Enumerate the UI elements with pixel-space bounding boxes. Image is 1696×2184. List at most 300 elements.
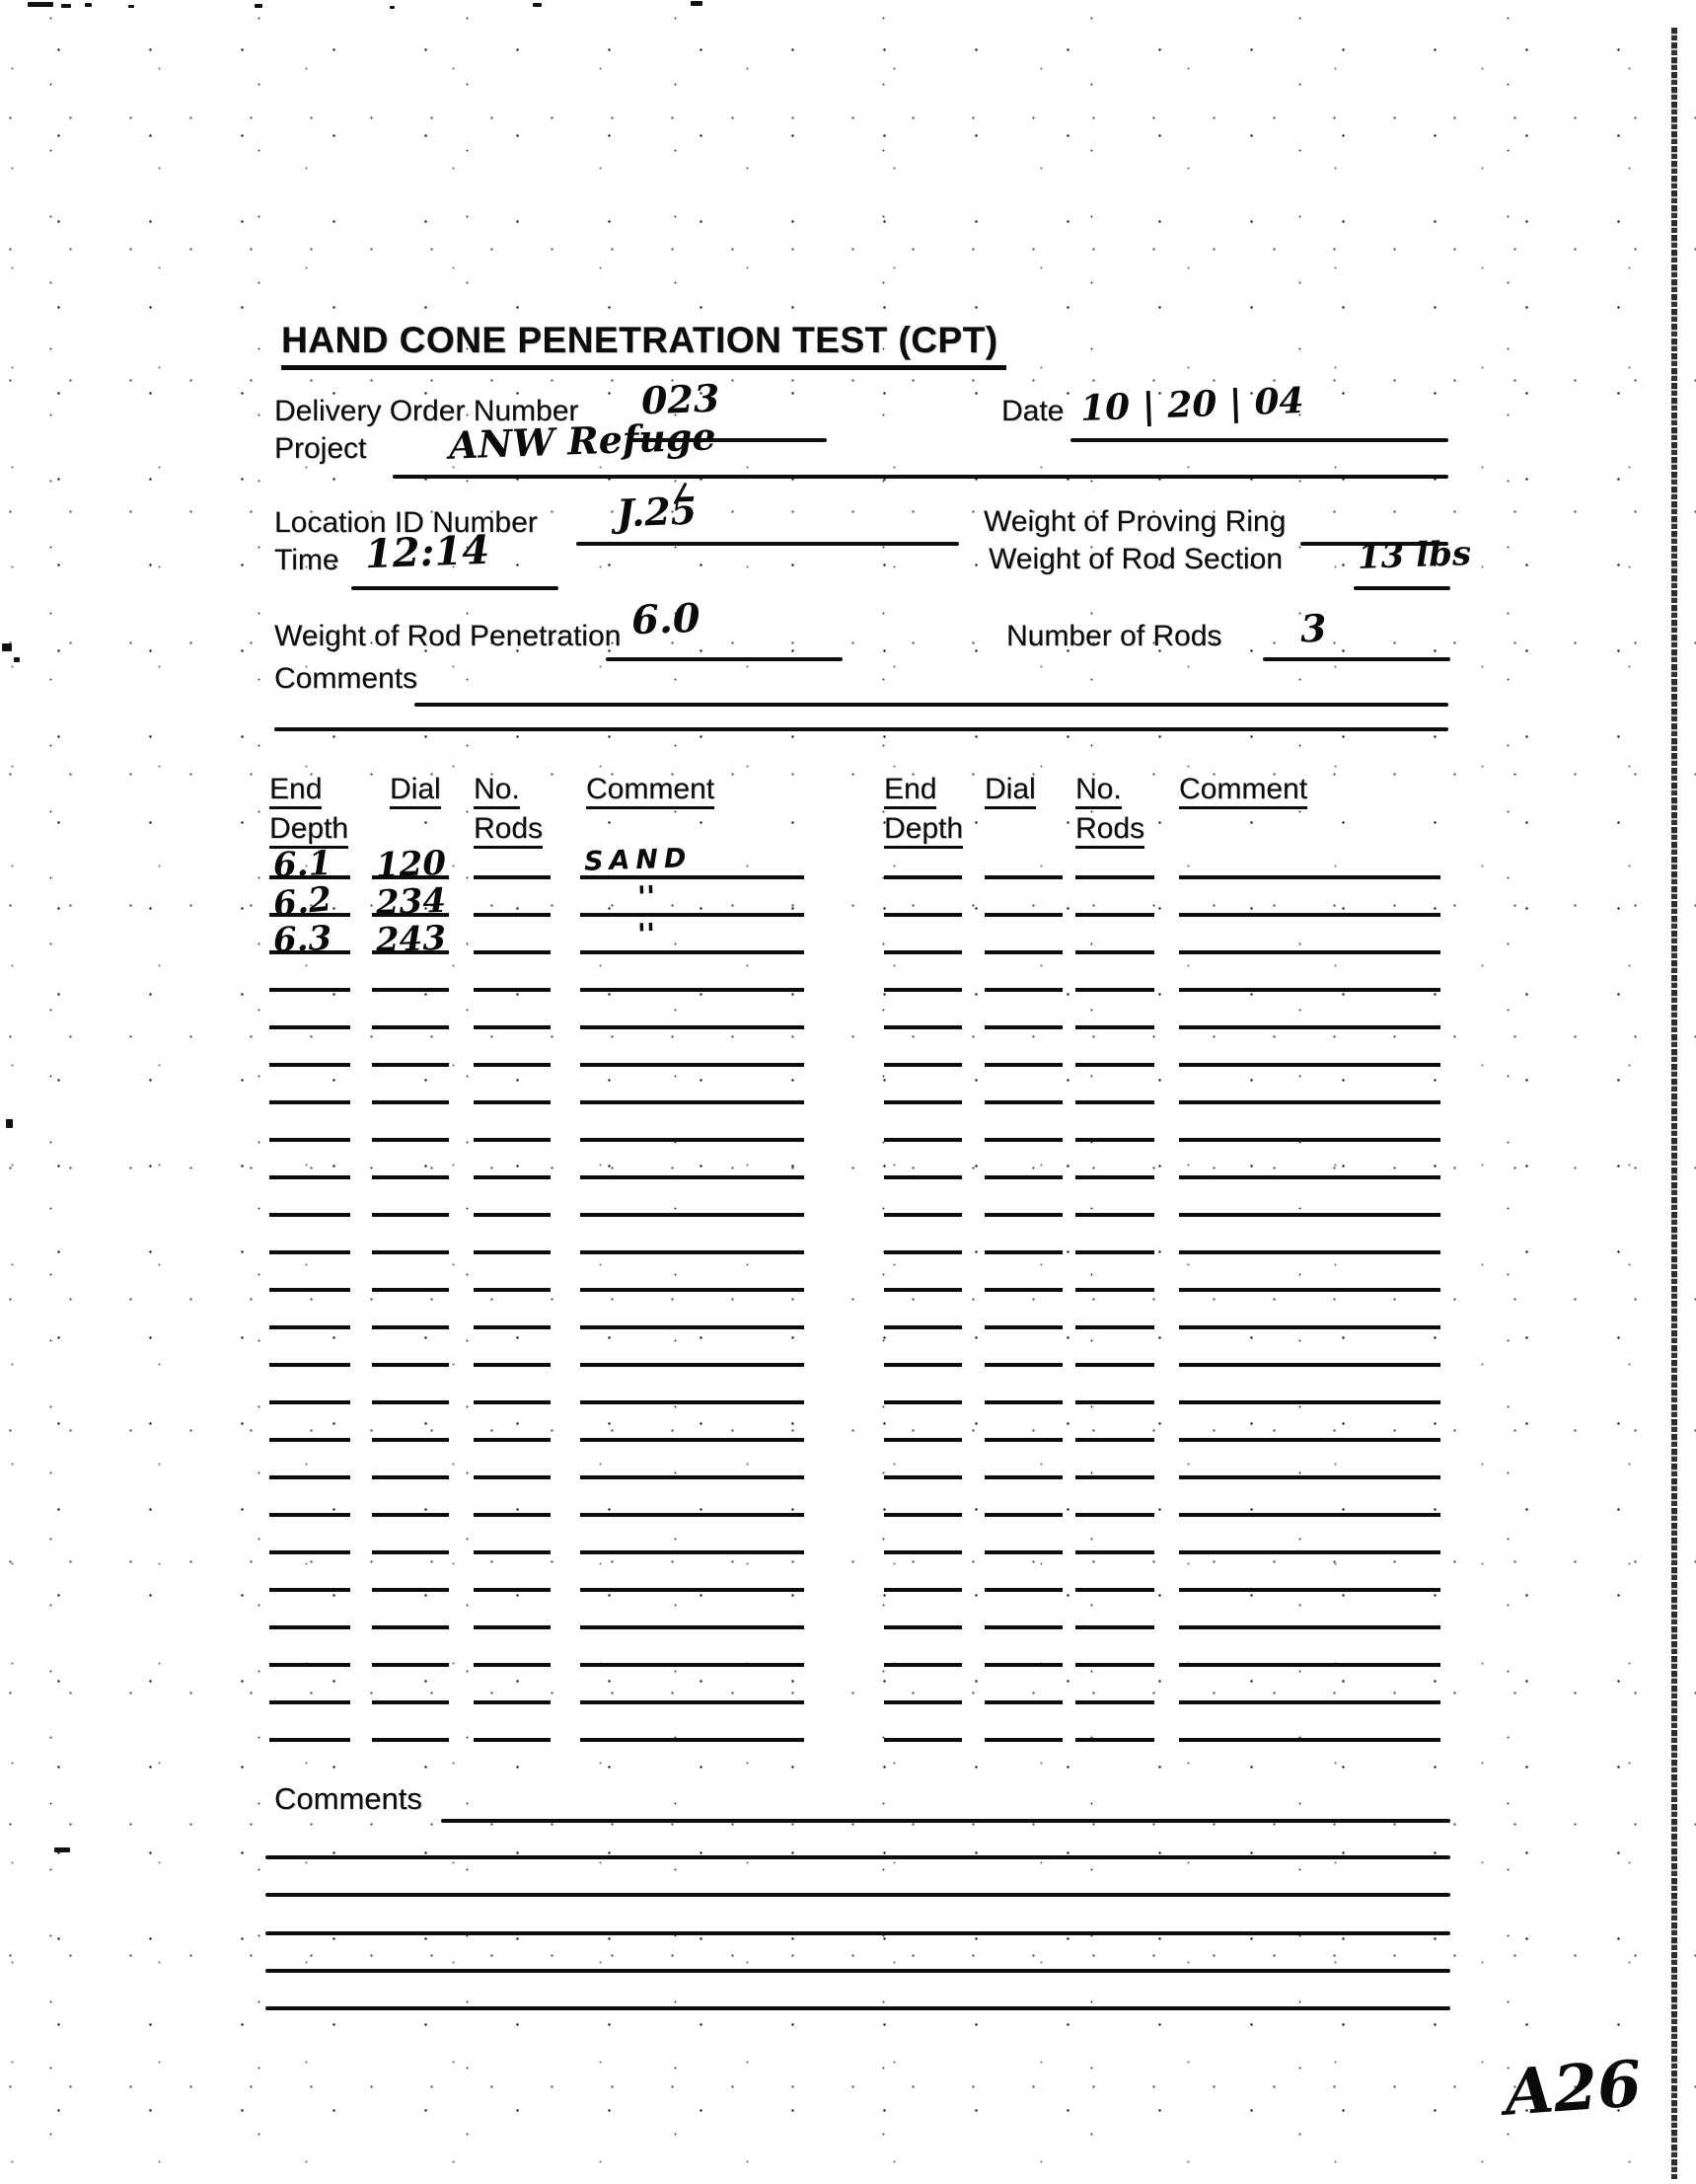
table-row [269, 842, 804, 886]
col-rods-header: Rods [1075, 812, 1144, 849]
end-depth-cell [269, 1217, 350, 1254]
scan-artifact [85, 3, 92, 7]
table-row [269, 917, 804, 961]
no-rods-cell [474, 1329, 551, 1367]
scan-artifact [61, 4, 71, 8]
location-id-line [576, 542, 959, 546]
dial-cell [372, 842, 449, 886]
table-row [884, 1404, 1440, 1442]
table-row [269, 1592, 804, 1629]
dial-cell [985, 1667, 1063, 1704]
table-row [269, 1142, 804, 1179]
end-depth-cell [269, 1592, 350, 1629]
table-row [269, 954, 804, 992]
comment-cell [580, 917, 804, 954]
comment-value: SAND [583, 843, 693, 877]
table-row [884, 1442, 1440, 1479]
comment-cell [580, 1367, 804, 1404]
dial-cell [985, 1442, 1063, 1479]
end-depth-cell [884, 1629, 962, 1667]
comment-cell [1179, 1329, 1440, 1367]
no-rods-cell [474, 1554, 551, 1592]
end-depth-value: 6.1 [272, 843, 332, 886]
comment-cell [580, 1442, 804, 1479]
table-row [884, 1142, 1440, 1179]
table-row [884, 1254, 1440, 1292]
table-row [884, 954, 1440, 992]
end-depth-value: 6.3 [272, 918, 332, 961]
end-depth-cell [884, 1067, 962, 1104]
comments-top-line-2 [274, 727, 1448, 731]
table-row [884, 842, 1440, 879]
number-of-rods-label: Number of Rods [1006, 620, 1222, 652]
comment-cell [580, 1217, 804, 1254]
scan-artifact [128, 5, 134, 8]
date-label: Date [1001, 395, 1065, 427]
table-row [269, 1179, 804, 1217]
no-rods-cell [474, 1704, 551, 1742]
table-row [884, 1292, 1440, 1329]
no-rods-cell [474, 1517, 551, 1554]
comment-cell [1179, 1292, 1440, 1329]
scan-artifact [2, 643, 12, 651]
scan-artifact [14, 657, 20, 662]
dial-cell [985, 1217, 1063, 1254]
table-row [884, 1104, 1440, 1142]
col-depth-header: Depth [269, 812, 348, 849]
project-label: Project [274, 432, 367, 465]
comments-bottom-label: Comments [274, 1781, 422, 1816]
dial-cell [372, 1217, 449, 1254]
table-row [269, 1067, 804, 1104]
no-rods-cell [474, 1292, 551, 1329]
table-row [884, 1329, 1440, 1367]
table-row [269, 1217, 804, 1254]
rod-section-value: 13 lbs [1357, 534, 1472, 577]
table-rows-left [269, 842, 804, 1742]
comment-cell [1179, 1629, 1440, 1667]
dial-cell [372, 1142, 449, 1179]
comment-cell [1179, 879, 1440, 917]
table-row [884, 1029, 1440, 1067]
delivery-order-value: 023 [640, 375, 721, 423]
scan-artifact [6, 1119, 13, 1128]
comments-top-line [414, 703, 1448, 707]
col-end-header: End [884, 773, 936, 809]
col-dial-header: Dial [390, 773, 441, 809]
table-row [269, 1517, 804, 1554]
rod-section-label: Weight of Rod Section [989, 543, 1283, 575]
end-depth-cell [884, 1442, 962, 1479]
dial-cell [985, 1104, 1063, 1142]
comments-bottom-line-5 [265, 1969, 1450, 1973]
table-row [884, 879, 1440, 917]
dial-cell [372, 1442, 449, 1479]
dial-cell [985, 1329, 1063, 1367]
dial-cell [985, 1067, 1063, 1104]
col-depth-header: Depth [884, 812, 963, 849]
no-rods-cell [1075, 1292, 1154, 1329]
end-depth-cell [269, 1067, 350, 1104]
project-value: ANW Refuge [448, 414, 717, 468]
dial-cell [372, 1629, 449, 1667]
end-depth-cell [269, 1554, 350, 1592]
comment-cell [580, 1479, 804, 1517]
comment-cell [1179, 1179, 1440, 1217]
dial-cell [985, 1554, 1063, 1592]
dial-cell [985, 1592, 1063, 1629]
no-rods-cell [474, 879, 551, 917]
no-rods-cell [1075, 1067, 1154, 1104]
time-label: Time [274, 544, 339, 576]
table-header-left [269, 773, 804, 845]
comment-cell [580, 1292, 804, 1329]
no-rods-cell [474, 1067, 551, 1104]
no-rods-cell [1075, 1592, 1154, 1629]
col-comment-header: Comment [1179, 773, 1307, 809]
comment-cell [580, 1404, 804, 1442]
dial-cell [372, 1367, 449, 1404]
end-depth-cell [269, 1179, 350, 1217]
comment-cell [1179, 1592, 1440, 1629]
comment-cell [580, 1329, 804, 1367]
project-line [393, 475, 1448, 479]
end-depth-cell [884, 992, 962, 1029]
dial-cell [372, 917, 449, 961]
table-row [269, 992, 804, 1029]
end-depth-cell [884, 1667, 962, 1704]
dial-cell [985, 842, 1063, 879]
end-depth-cell [884, 1217, 962, 1254]
end-depth-cell [884, 1179, 962, 1217]
table-row [884, 1067, 1440, 1104]
end-depth-cell [884, 879, 962, 917]
table-row [884, 1704, 1440, 1742]
scanner-edge-strip [1671, 28, 1677, 2179]
end-depth-cell [269, 1404, 350, 1442]
no-rods-cell [474, 992, 551, 1029]
no-rods-cell [1075, 1442, 1154, 1479]
end-depth-cell [884, 1704, 962, 1742]
table-row [269, 1442, 804, 1479]
no-rods-cell [1075, 954, 1154, 992]
no-rods-cell [1075, 1554, 1154, 1592]
comment-cell [580, 1104, 804, 1142]
dial-cell [985, 1704, 1063, 1742]
comment-cell [1179, 842, 1440, 879]
comment-cell [1179, 1142, 1440, 1179]
comments-bottom-line-3 [265, 1893, 1450, 1897]
delivery-order-label: Delivery Order Number [274, 395, 579, 427]
end-depth-cell [269, 1442, 350, 1479]
comment-cell [1179, 1367, 1440, 1404]
end-depth-cell [884, 1029, 962, 1067]
dial-cell [985, 1404, 1063, 1442]
table-row [884, 1217, 1440, 1254]
rod-penetration-label: Weight of Rod Penetration [274, 620, 622, 652]
no-rods-cell [474, 1254, 551, 1292]
scan-artifact [691, 1, 702, 6]
table-row [269, 1029, 804, 1067]
form-title: HAND CONE PENETRATION TEST (CPT) [281, 320, 1006, 370]
comment-cell [1179, 1104, 1440, 1142]
table-row [884, 1179, 1440, 1217]
dial-cell [985, 1479, 1063, 1517]
end-depth-cell [884, 1479, 962, 1517]
end-depth-cell [884, 954, 962, 992]
table-row [884, 992, 1440, 1029]
dial-cell [985, 1629, 1063, 1667]
table-row [269, 1329, 804, 1367]
comment-cell [1179, 1704, 1440, 1742]
no-rods-cell [474, 1667, 551, 1704]
table-row [884, 1592, 1440, 1629]
comment-cell [580, 1179, 804, 1217]
scan-artifact [54, 1847, 70, 1852]
end-depth-cell [884, 1142, 962, 1179]
table-row [269, 879, 804, 925]
col-rods-header: Rods [474, 812, 543, 849]
end-depth-cell [269, 1292, 350, 1329]
end-depth-cell [269, 1142, 350, 1179]
end-depth-cell [269, 917, 350, 961]
dial-cell [985, 1292, 1063, 1329]
table-row [269, 1404, 804, 1442]
col-comment-header: Comment [586, 773, 714, 809]
comments-bottom-line-4 [265, 1931, 1450, 1935]
comment-cell [1179, 1217, 1440, 1254]
comments-bottom-line-1 [441, 1819, 1450, 1823]
dial-cell [372, 1404, 449, 1442]
no-rods-cell [474, 1142, 551, 1179]
comments-bottom-line-2 [265, 1855, 1450, 1859]
dial-cell [372, 954, 449, 992]
rod-penetration-value: 6.0 [630, 594, 701, 644]
table-row [884, 1517, 1440, 1554]
end-depth-cell [269, 1029, 350, 1067]
number-of-rods-line [1263, 657, 1450, 661]
table-row [884, 1479, 1440, 1517]
comment-cell [580, 1704, 804, 1742]
comments-top-label: Comments [274, 662, 418, 695]
no-rods-cell [1075, 1404, 1154, 1442]
end-depth-cell [269, 879, 350, 925]
table-row [269, 1629, 804, 1667]
no-rods-cell [1075, 1629, 1154, 1667]
no-rods-cell [1075, 1029, 1154, 1067]
comment-cell [1179, 1554, 1440, 1592]
dial-cell [985, 992, 1063, 1029]
comment-cell [580, 1067, 804, 1104]
table-row [269, 1292, 804, 1329]
proving-ring-label: Weight of Proving Ring [984, 505, 1287, 538]
no-rods-cell [1075, 1329, 1154, 1367]
end-depth-cell [269, 1329, 350, 1367]
no-rods-cell [474, 1442, 551, 1479]
end-depth-cell [884, 1104, 962, 1142]
rod-section-line [1354, 586, 1450, 590]
table-row [269, 1479, 804, 1517]
location-id-label: Location ID Number [274, 506, 538, 539]
table-row [884, 1629, 1440, 1667]
comment-cell [580, 1029, 804, 1067]
no-rods-cell [1075, 842, 1154, 879]
end-depth-cell [269, 1629, 350, 1667]
no-rods-cell [474, 1629, 551, 1667]
table-row [269, 1104, 804, 1142]
date-line [1070, 438, 1448, 442]
end-depth-cell [269, 1367, 350, 1404]
time-line [351, 586, 558, 590]
dial-cell [985, 1029, 1063, 1067]
end-depth-value: 6.2 [271, 879, 334, 925]
table-row [269, 1254, 804, 1292]
no-rods-cell [1075, 1142, 1154, 1179]
dial-cell [372, 1254, 449, 1292]
dial-cell [372, 1292, 449, 1329]
scan-artifact [533, 3, 542, 7]
end-depth-cell [269, 1104, 350, 1142]
dial-cell [985, 1254, 1063, 1292]
no-rods-cell [474, 1592, 551, 1629]
no-rods-cell [1075, 1254, 1154, 1292]
comment-cell [1179, 1667, 1440, 1704]
end-depth-cell [269, 1517, 350, 1554]
comment-cell [580, 1667, 804, 1704]
dial-value: 120 [375, 843, 447, 886]
dial-value: 243 [375, 918, 447, 961]
no-rods-cell [474, 1404, 551, 1442]
end-depth-cell [884, 1517, 962, 1554]
end-depth-cell [884, 1254, 962, 1292]
comment-cell [1179, 1517, 1440, 1554]
comment-value: '' [636, 879, 656, 916]
end-depth-cell [269, 954, 350, 992]
no-rods-cell [1075, 1667, 1154, 1704]
dial-cell [372, 1104, 449, 1142]
dial-cell [372, 1179, 449, 1217]
no-rods-cell [474, 1367, 551, 1404]
dial-cell [372, 1329, 449, 1367]
comment-cell [1179, 954, 1440, 992]
comment-cell [580, 992, 804, 1029]
no-rods-cell [1075, 1104, 1154, 1142]
table-row [884, 1667, 1440, 1704]
scan-artifact [255, 4, 262, 8]
col-no-header: No. [1075, 773, 1122, 809]
dial-cell [985, 1179, 1063, 1217]
col-end-header: End [269, 773, 322, 809]
rod-penetration-line [606, 657, 843, 661]
no-rods-cell [474, 1104, 551, 1142]
cpt-table-left [269, 773, 804, 1742]
comment-cell [580, 1142, 804, 1179]
no-rods-cell [1075, 1217, 1154, 1254]
no-rods-cell [1075, 1704, 1154, 1742]
dial-cell [372, 1667, 449, 1704]
dial-cell [985, 1142, 1063, 1179]
scan-artifact [390, 6, 395, 9]
time-value: 12:14 [364, 526, 490, 578]
comment-cell [580, 954, 804, 992]
comment-value: '' [636, 917, 656, 953]
comment-cell [1179, 992, 1440, 1029]
table-row [269, 1704, 804, 1742]
dial-cell [372, 1554, 449, 1592]
dial-cell [372, 1517, 449, 1554]
col-dial-header: Dial [985, 773, 1036, 809]
comment-cell [1179, 917, 1440, 954]
comment-cell [580, 879, 804, 917]
number-of-rods-value: 3 [1299, 605, 1328, 651]
dial-cell [372, 1029, 449, 1067]
no-rods-cell [474, 954, 551, 992]
end-depth-cell [269, 992, 350, 1029]
no-rods-cell [474, 1029, 551, 1067]
comment-cell [1179, 1442, 1440, 1479]
end-depth-cell [884, 1292, 962, 1329]
no-rods-cell [474, 842, 551, 879]
dial-value: 234 [375, 880, 447, 924]
end-depth-cell [884, 1367, 962, 1404]
dial-cell [372, 1067, 449, 1104]
comment-cell [580, 1592, 804, 1629]
comment-cell [1179, 1067, 1440, 1104]
no-rods-cell [474, 1179, 551, 1217]
no-rods-cell [474, 1217, 551, 1254]
comment-cell [1179, 1404, 1440, 1442]
end-depth-cell [269, 1254, 350, 1292]
comment-cell [1179, 1029, 1440, 1067]
comment-cell [580, 1629, 804, 1667]
scan-artifact [28, 2, 53, 7]
comment-cell [1179, 1479, 1440, 1517]
end-depth-cell [884, 1554, 962, 1592]
dial-cell [985, 917, 1063, 954]
end-depth-cell [269, 1479, 350, 1517]
end-depth-cell [269, 1667, 350, 1704]
end-depth-cell [884, 1329, 962, 1367]
dial-cell [985, 1517, 1063, 1554]
no-rods-cell [1075, 992, 1154, 1029]
no-rods-cell [1075, 1479, 1154, 1517]
end-depth-cell [884, 842, 962, 879]
table-row [884, 1367, 1440, 1404]
location-id-value: J.25 [616, 488, 698, 536]
end-depth-cell [884, 1404, 962, 1442]
cpt-table-right [884, 773, 1440, 1742]
no-rods-cell [1075, 1517, 1154, 1554]
table-row [884, 917, 1440, 954]
table-header-right [884, 773, 1440, 845]
comment-cell [580, 1517, 804, 1554]
dial-cell [985, 954, 1063, 992]
dial-cell [985, 1367, 1063, 1404]
no-rods-cell [1075, 1367, 1154, 1404]
comments-bottom-line-6 [265, 2006, 1450, 2010]
dial-cell [985, 879, 1063, 917]
dial-cell [372, 992, 449, 1029]
end-depth-cell [884, 1592, 962, 1629]
table-row [884, 1554, 1440, 1592]
date-value: 10 | 20 | 04 [1079, 380, 1305, 429]
comment-cell [580, 1254, 804, 1292]
page-label: A26 [1502, 2047, 1645, 2131]
table-rows-right [884, 842, 1440, 1742]
dial-cell [372, 1704, 449, 1742]
table-row [269, 1667, 804, 1704]
comment-cell [580, 842, 804, 879]
